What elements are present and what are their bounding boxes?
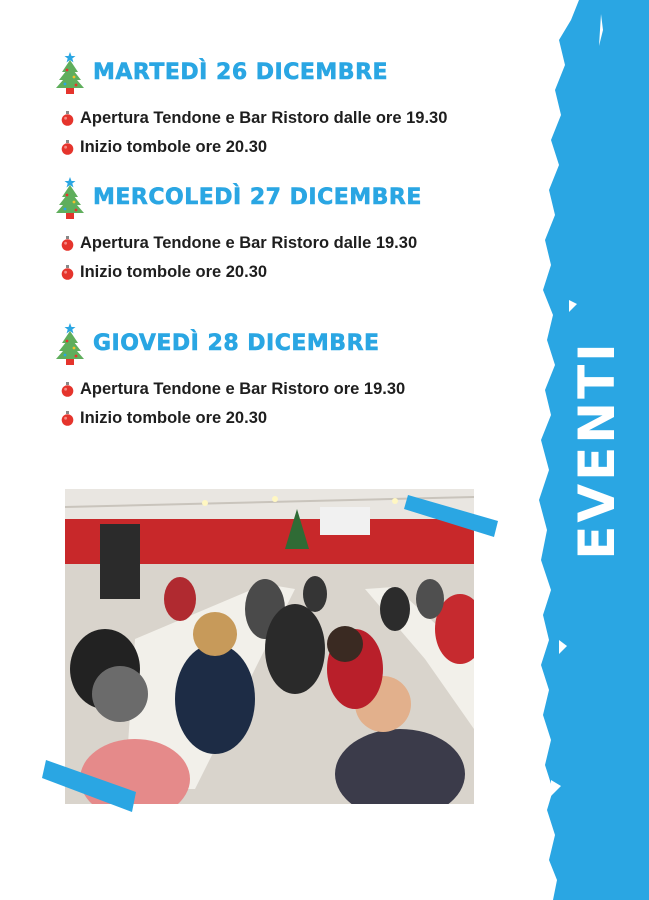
event-item: [61, 229, 422, 258]
event-item: [61, 133, 447, 162]
christmas-tree-icon: [55, 50, 85, 94]
event-section: [55, 50, 447, 162]
event-section: [55, 175, 422, 287]
event-item-text: Apertura Tendone e Bar Ristoro dalle 19.30: [80, 234, 418, 252]
ornament-icon: [61, 111, 74, 126]
event-item-text: Apertura Tendone e Bar Ristoro dalle ore 19.30: [80, 109, 448, 127]
event-heading: [55, 175, 422, 219]
ornament-icon: [61, 265, 74, 280]
event-item-list: [61, 229, 422, 287]
event-item-text: Inizio tombole ore 20.30: [80, 263, 268, 281]
event-date: GIOVEDÌ 28 DICEMBRE: [93, 330, 380, 356]
event-item-list: [61, 104, 447, 162]
christmas-tree-icon: [55, 175, 85, 219]
event-item: [61, 104, 447, 133]
event-item-text: Inizio tombole ore 20.30: [80, 409, 268, 427]
event-date: MERCOLEDÌ 27 DICEMBRE: [93, 184, 422, 210]
christmas-tree-icon: [55, 321, 85, 365]
event-date: MARTEDÌ 26 DICEMBRE: [93, 59, 389, 85]
event-item-text: Inizio tombole ore 20.30: [80, 138, 268, 156]
ornament-icon: [61, 140, 74, 155]
side-label: EVENTI: [568, 340, 626, 560]
ornament-icon: [61, 382, 74, 397]
tape-decoration: [40, 760, 140, 815]
event-section: [55, 321, 405, 433]
event-item: [61, 375, 405, 404]
event-item-list: [61, 375, 405, 433]
event-heading: [55, 321, 405, 365]
event-item: [61, 258, 422, 287]
event-heading: [55, 50, 447, 94]
ornament-icon: [61, 411, 74, 426]
event-item: [61, 404, 405, 433]
tape-decoration: [402, 495, 502, 540]
ornament-icon: [61, 236, 74, 251]
event-item-text: Apertura Tendone e Bar Ristoro ore 19.30: [80, 380, 406, 398]
